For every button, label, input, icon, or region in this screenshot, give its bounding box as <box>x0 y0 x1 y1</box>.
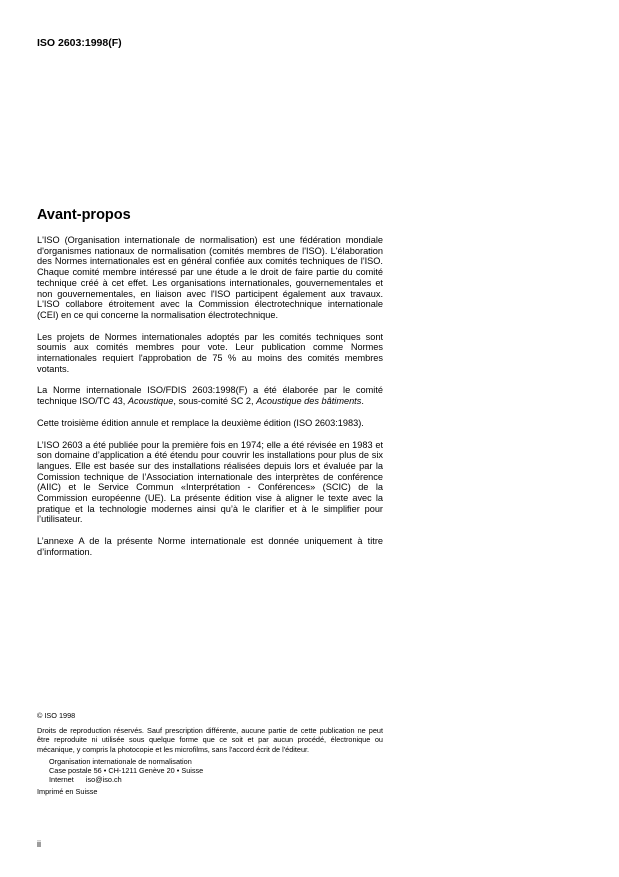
copyright-notice: © ISO 1998 <box>37 711 76 720</box>
committee-acoustics: Acoustique <box>127 396 174 407</box>
paragraph-iso-intro: L'ISO (Organisation internationale de normalisation) est une fédération mondiale d'organismes nationaux de normalisation (comités membres de l'ISO). L'élaboration des Normes internationales est en général confiée aux comités techniques de l'ISO. Chaque comité membre intéressé par une étude a le droit de faire partie du comité technique créé à cet effet. Les organisations internationales, gouvernementales et non gouvernementales, en liaison avec l'ISO participent également aux travaux. L'ISO collabore étroitement avec la Commission électrotechnique internationale (CEI) en ce qui concerne la normalisation électrotechnique. <box>37 235 383 320</box>
subcommittee-building-acoustics: Acoustique des bâtiments <box>256 396 362 407</box>
paragraph-history: L’ISO 2603 a été publiée pour la première fois en 1974; elle a été révisée en 1983 et son domaine d’application a été étendu pour couvrir les installations pour plus de six langues. Elle est basée sur des installations réalisées depuis lors et évaluée par la Comission technique de l’Association internationale des interprètes de conférence (AIIC) et le Service Commun «Interprétation - Conférences» (SCIC) de la Commission européenne (UE). La présente édition vise à aligner le texte avec la pratique et la technologie modernes ainsi qu’à le clarifier et à le simplifier pour l’utilisateur. <box>37 439 383 525</box>
internet-contact: Internet iso@iso.ch <box>49 775 122 785</box>
paragraph-annex: L’annexe A de la présente Norme internationale est donnée uniquement à titre d’information. <box>37 536 383 557</box>
publisher-org: Organisation internationale de normalisation <box>49 756 192 766</box>
publisher-address <box>37 757 383 785</box>
paragraph-voting: Les projets de Normes internationales adoptés par les comités techniques sont soumis aux comités membres pour vote. Leur publication comme Normes internationales requiert l'approbation de 75 % au moins des comités membres votants. <box>37 331 383 374</box>
committee-text-start: La Norme internationale ISO/FDIS 2603:1998(F) a été élaborée par le comité technique ISO/TC 43, <box>37 385 383 407</box>
postal-address: Case postale 56 • CH-1211 Genève 20 • Suisse <box>49 766 204 776</box>
document-id: ISO 2603:1998(F) <box>37 37 122 49</box>
page-number: ii <box>37 839 41 849</box>
committee-text-end: . <box>361 396 364 407</box>
paragraph-edition: Cette troisième édition annule et remplace la deuxième édition (ISO 2603:1983). <box>37 417 364 428</box>
page-title: Avant-propos <box>37 207 131 223</box>
paragraph-committee <box>37 385 383 406</box>
rights-statement: Droits de reproduction réservés. Sauf prescription différente, aucune partie de cette publication ne peut être reproduite ni utilisée sous quelque forme que ce soit et par aucun procédé, électronique ou mécanique, y compris la photocopie et les microfilms, sans l'accord écrit de l'éditeur. <box>37 726 383 754</box>
copyright-footer <box>37 711 383 797</box>
printed-in: Imprimé en Suisse <box>37 787 98 797</box>
committee-text-middle: , sous-comité SC 2, <box>173 396 254 407</box>
foreword-body <box>37 235 383 569</box>
